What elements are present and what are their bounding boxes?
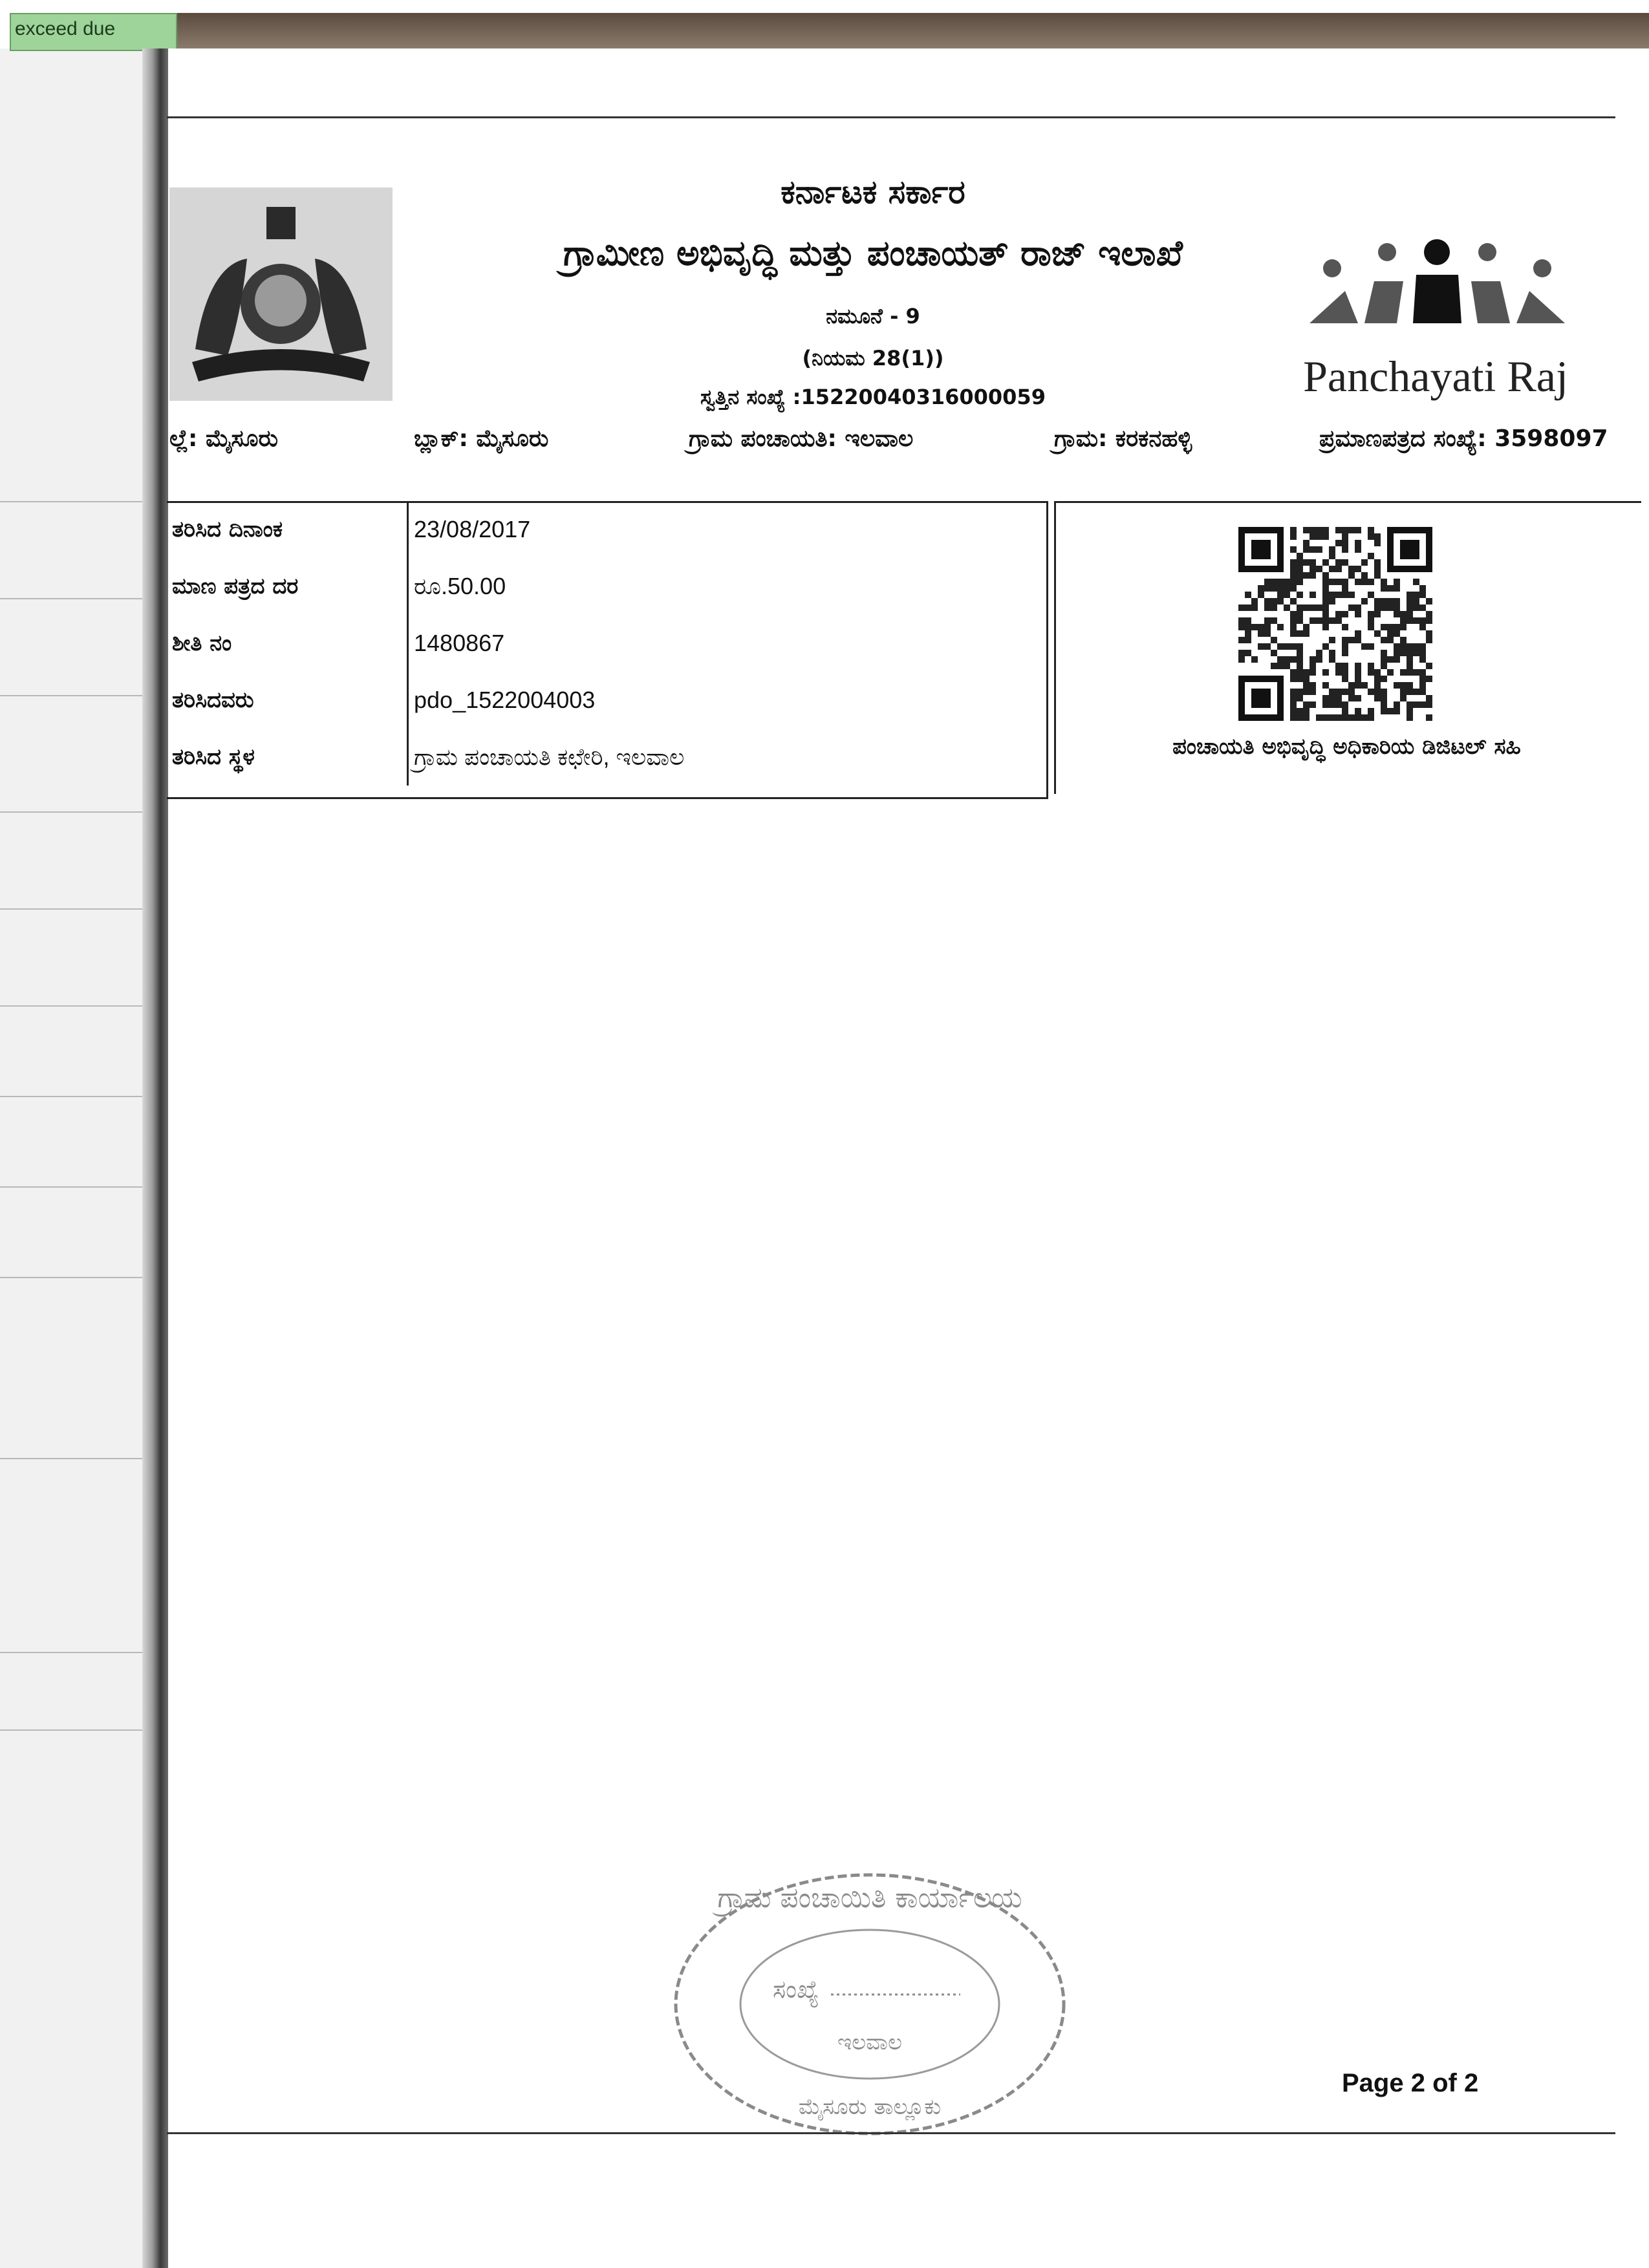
table-row [167, 558, 1050, 615]
page-number: Page 2 of 2 [1342, 2069, 1479, 2097]
panchayati-raj-text: Panchayati Raj [1303, 352, 1568, 401]
panchayat-seal-stamp [656, 1856, 1083, 2153]
table-row [167, 672, 1050, 729]
svg-text:ಇಲವಾಲ: ಇಲವಾಲ [837, 2029, 902, 2055]
svg-text:ಸಂಖ್ಯೆ: ಸಂಖ್ಯೆ [773, 1975, 819, 2004]
top-rule [167, 116, 1615, 118]
karnataka-emblem-icon [169, 187, 393, 401]
district-label: ಲ್ಲೆ: ಮೈಸೂರು [169, 425, 278, 452]
state-title: ಕರ್ನಾಟಕ ಸರ್ಕಾರ [781, 173, 965, 211]
sticky-note-text: exceed due [15, 18, 116, 39]
row-label: ಶೀತಿ ನಂ [167, 615, 408, 672]
table-row [167, 615, 1050, 672]
row-label: ತರಿಸಿದವರು [167, 672, 408, 729]
row-value: pdo_1522004003 [414, 687, 596, 713]
row-label: ತರಿಸಿದ ಸ್ಥಳ [167, 729, 408, 786]
svg-text:ಗ್ರಾಮ ಪಂಚಾಯಿತಿ ಕಾರ್ಯಾಲಯ: ಗ್ರಾಮ ಪಂಚಾಯಿತಿ ಕಾರ್ಯಾಲಯ [717, 1881, 1022, 1914]
row-value: 23/08/2017 [414, 516, 531, 542]
bottom-rule [167, 2132, 1615, 2134]
details-table [167, 501, 1050, 786]
form-number: ನಮೂನೆ - 9 [826, 304, 920, 328]
row-value: ರೂ.50.00 [414, 572, 506, 599]
underlying-page [0, 48, 165, 2268]
table-row [167, 501, 1050, 558]
row-label: ಮಾಣ ಪತ್ರದ ದರ [167, 558, 408, 615]
village-label: ಗ್ರಾಮ: ಕರಕನಹಳ್ಳಿ [1054, 425, 1192, 452]
property-number: ಸ್ವತ್ತಿನ ಸಂಖ್ಯೆ :15220040316000059 [700, 385, 1046, 409]
sticky-note-tab [10, 13, 177, 51]
row-value: ಗ್ರಾಮ ಪಂಚಾಯತಿ ಕಛೇರಿ, ಇಲವಾಲ [414, 743, 685, 770]
department-title: ಗ್ರಾಮೀಣ ಅಭಿವೃದ್ಧಿ ಮತ್ತು ಪಂಚಾಯತ್ ರಾಜ್ ಇಲಾಖೆ [563, 233, 1183, 273]
qr-code-icon [1238, 527, 1432, 721]
row-label: ತರಿಸಿದ ದಿನಾಂಕ [167, 501, 408, 558]
table-row [167, 729, 1050, 786]
rule-reference: (ನಿಯಮ 28(1)) [802, 346, 944, 370]
page-binding-shadow [142, 48, 168, 2268]
row-value: 1480867 [414, 630, 505, 656]
panchayati-raj-logo [1300, 233, 1584, 414]
panchayat-label: ಗ್ರಾಮ ಪಂಚಾಯತಿ: ಇಲವಾಲ [689, 425, 914, 452]
certificate-number: ಪ್ರಮಾಣಪತ್ರದ ಸಂಖ್ಯೆ: 3598097 [1319, 425, 1608, 452]
svg-text:ಮೈಸೂರು ತಾಲ್ಲೂಕು: ಮೈಸೂರು ತಾಲ್ಲೂಕು [798, 2094, 942, 2120]
digital-signature-label: ಪಂಚಾಯತಿ ಅಭಿವೃದ್ಧಿ ಅಧಿಕಾರಿಯ ಡಿಜಿಟಲ್ ಸಹಿ [1172, 734, 1521, 760]
block-label: ಬ್ಲಾಕ್: ಮೈಸೂರು [414, 425, 549, 452]
